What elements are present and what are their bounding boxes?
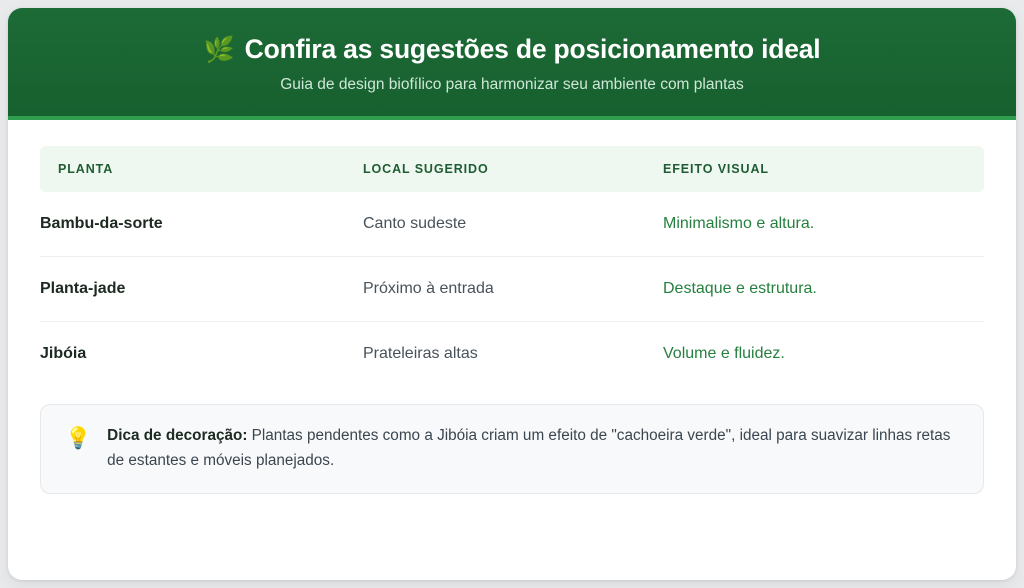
tip-text [107, 424, 961, 474]
cell-efeito: Volume e fluidez. [663, 345, 785, 362]
cell-local: Prateleiras altas [363, 345, 478, 362]
cell-local: Canto sudeste [363, 192, 663, 257]
tip-body: Plantas pendentes como a Jibóia criam um efeito de "cachoeira verde", ideal para suavizar linhas retas de estantes e móveis planejados. [107, 427, 951, 469]
column-header-planta: PLANTA [40, 146, 363, 192]
table-row [40, 257, 984, 322]
cell-planta: Planta-jade [40, 257, 363, 322]
cell-local: Próximo à entrada [363, 257, 663, 322]
column-header-local: LOCAL SUGERIDO [363, 146, 663, 192]
decoration-tip-box [40, 404, 984, 494]
column-header-efeito: EFEITO VISUAL [663, 146, 984, 192]
page-subtitle: Guia de design biofílico para harmonizar seu ambiente com plantas [280, 76, 744, 93]
lightbulb-icon: 💡 [65, 427, 92, 450]
page-title: Confira as sugestões de posicionamento ideal [244, 34, 821, 64]
table-row [40, 192, 984, 257]
header-title-row [28, 34, 996, 65]
table-header [40, 146, 984, 192]
cell-planta: Jibóia [40, 345, 87, 362]
cell-efeito: Minimalismo e altura. [663, 192, 984, 257]
table-row [40, 322, 984, 387]
tip-label: Dica de decoração: [107, 427, 248, 444]
table-container [8, 120, 1016, 386]
cell-efeito: Destaque e estrutura. [663, 257, 984, 322]
table-header-row [40, 146, 984, 192]
suggestions-card [8, 8, 1016, 580]
table-body [40, 192, 984, 386]
cell-planta: Bambu-da-sorte [40, 192, 363, 257]
card-header [8, 8, 1016, 120]
herb-leaf-icon: 🌿 [203, 36, 235, 64]
suggestions-table [40, 146, 984, 386]
